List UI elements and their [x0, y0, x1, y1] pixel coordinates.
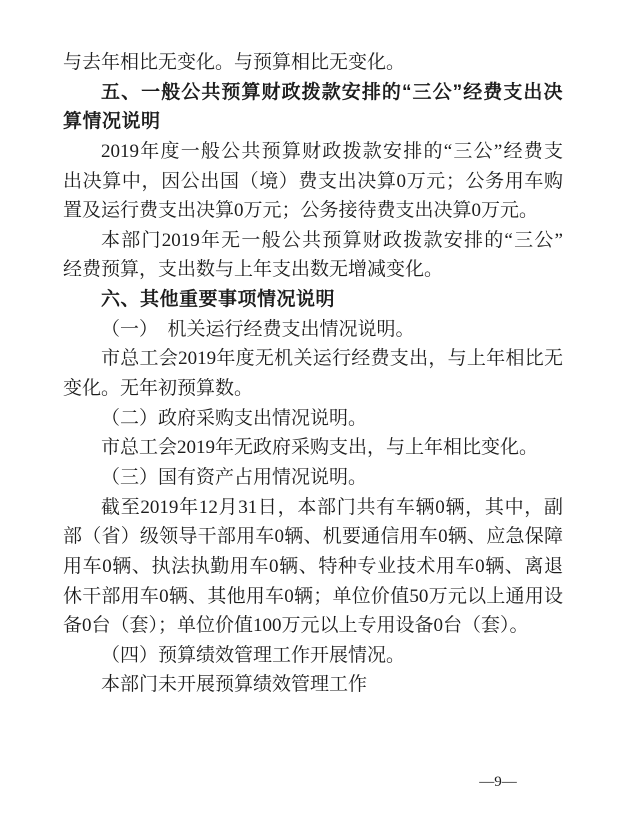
text-line: 置及运行费支出决算0万元；公务接待费支出决算0万元。 — [63, 200, 539, 222]
text-line: 与去年相比无变化。与预算相比无变化。 — [63, 52, 406, 73]
text-line: （二）政府采购支出情况说明。 — [101, 407, 368, 429]
text-line: 备0台（套）；单位价值100万元以上专用设备0台（套）。 — [63, 615, 529, 637]
text-line: 本部门未开展预算绩效管理工作 — [101, 674, 368, 696]
text-line: 休干部用车0辆、其他用车0辆；单位价值50万元以上通用设 — [63, 585, 563, 607]
text-line: 经费预算，支出数与上年支出数无增减变化。 — [63, 259, 444, 281]
section-heading-line: 六、其他重要事项情况说明 — [101, 289, 336, 311]
text-line: （四）预算绩效管理工作开展情况。 — [101, 644, 406, 666]
text-line: 用车0辆、执法执勤用车0辆、特种专业技术用车0辆、离退 — [63, 555, 563, 577]
section-heading-line: 五、一般公共预算财政拨款安排的“三公”经费支出决 — [101, 81, 563, 103]
text-line: 出决算中，因公出国（境）费支出决算0万元；公务用车购 — [63, 170, 563, 192]
text-line: （三）国有资产占用情况说明。 — [101, 466, 368, 488]
text-line: 2019年度一般公共预算财政拨款安排的“三公”经费支 — [101, 140, 563, 162]
page-number: —9— — [479, 774, 517, 790]
text-line: 市总工会2019年度无机关运行经费支出，与上年相比无 — [101, 348, 563, 370]
text-line: 截至2019年12月31日，本部门共有车辆0辆，其中，副 — [101, 496, 563, 518]
text-line: 部（省）级领导干部用车0辆、机要通信用车0辆、应急保障 — [63, 526, 563, 548]
text-line: 本部门2019年无一般公共预算财政拨款安排的“三公” — [101, 229, 563, 251]
text-line: （一） 机关运行经费支出情况说明。 — [101, 318, 415, 340]
section-heading-line: 算情况说明 — [63, 111, 161, 133]
text-line: 变化。无年初预算数。 — [63, 378, 254, 400]
text-line: 市总工会2019年无政府采购支出，与上年相比变化。 — [101, 437, 539, 459]
document-body — [63, 48, 563, 700]
